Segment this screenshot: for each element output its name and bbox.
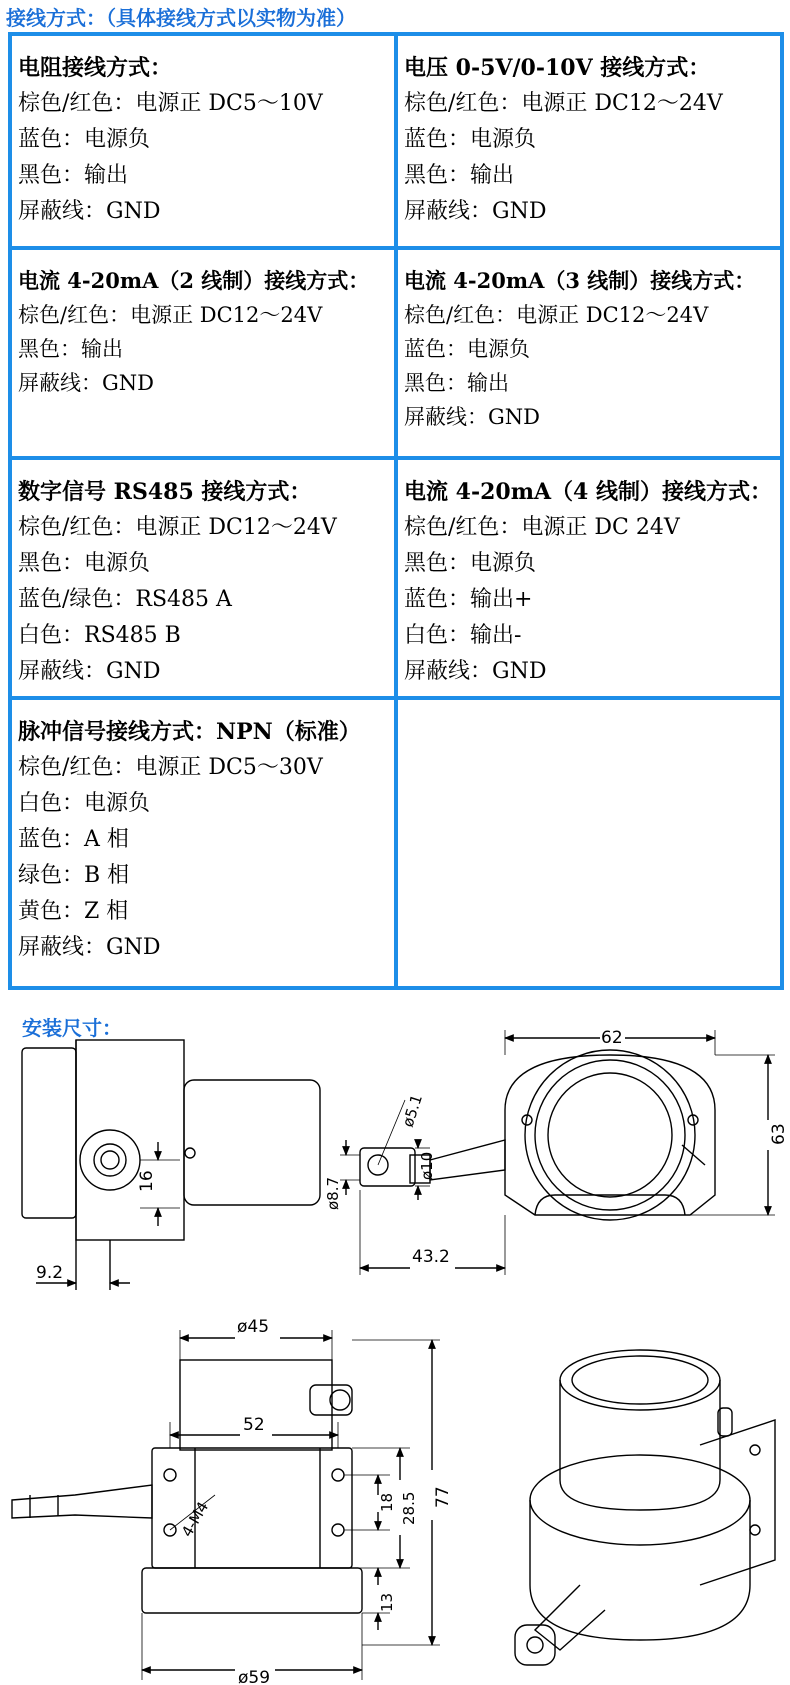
wiring-line: 黑色：电源负 [18,551,151,576]
wiring-line: 蓝色：电源负 [404,337,530,361]
wiring-line: 蓝色：电源负 [404,127,537,152]
wiring-cell-current-3wire [398,250,780,456]
wiring-line: 屏蔽线：GND [18,659,161,684]
dim-label: ø5.1 [398,1092,427,1130]
dim-label: 4-M4 [177,1498,213,1540]
wiring-cell-resistance [12,36,394,246]
isometric-drawing [515,1350,775,1665]
wiring-cell-title: 电流 4-20mA（3 线制）接线方式： [404,268,756,293]
wiring-line: 白色：输出- [404,623,522,648]
wiring-line: 屏蔽线：GND [404,199,547,224]
dim-label: 16 [137,1170,157,1192]
wiring-cell-title: 脉冲信号接线方式：NPN（标准） [18,719,361,745]
wiring-cell-current-2wire [12,250,394,456]
dim-label: ø8.7 [324,1176,342,1210]
wiring-line: 白色：RS485 B [18,623,181,648]
wiring-line: 棕色/红色：电源正 DC12～24V [404,303,709,327]
wiring-line: 屏蔽线：GND [18,371,154,395]
wiring-cell-current-4wire [398,460,780,696]
dim-label: ø10 [418,1151,436,1180]
dim-label: 28.5 [400,1491,418,1525]
wiring-cell-title: 数字信号 RS485 接线方式： [18,479,312,505]
wiring-line: 屏蔽线：GND [404,659,547,684]
dim-label: 43.2 [412,1247,450,1267]
wiring-cell-voltage [398,36,780,246]
wiring-line: 屏蔽线：GND [404,405,540,429]
wiring-cell-title: 电阻接线方式： [18,55,173,81]
wiring-cell-title: 电流 4-20mA（2 线制）接线方式： [18,268,370,293]
wiring-line: 蓝色/绿色：RS485 A [18,587,232,612]
dim-label: 52 [243,1415,265,1435]
wiring-line: 黑色：输出 [18,163,129,188]
wiring-line: 屏蔽线：GND [18,199,161,224]
dim-label: 77 [433,1486,453,1508]
dim-label: 63 [769,1123,789,1145]
wiring-cell-empty [398,700,780,986]
dim-label: 13 [378,1592,396,1612]
wiring-line: 屏蔽线：GND [18,935,161,960]
wiring-cell-title: 电压 0-5V/0-10V 接线方式： [404,55,711,81]
wiring-cell-title: 电流 4-20mA（4 线制）接线方式： [404,479,773,505]
dim-label: 18 [378,1492,396,1512]
dim-label: ø59 [238,1668,271,1685]
wiring-line: 黑色：输出 [18,337,123,361]
dim-label: ø45 [237,1317,270,1337]
dim-label: 62 [601,1028,623,1048]
wiring-line: 蓝色：电源负 [18,127,151,152]
wiring-line: 棕色/红色：电源正 DC12～24V [404,91,723,116]
dim-label: 9.2 [36,1263,64,1283]
wiring-cell-pulse [12,700,394,986]
wiring-line: 蓝色：A 相 [18,827,129,852]
wiring-line: 白色：电源负 [18,791,151,816]
wiring-section-title: 接线方式：（具体接线方式以实物为准） [6,6,356,30]
wiring-cell-rs485 [12,460,394,696]
wiring-line: 棕色/红色：电源正 DC12～24V [18,515,337,540]
side-view-drawing [22,1040,320,1290]
front-view-drawing [340,1030,775,1275]
wiring-line: 黑色：输出 [404,163,515,188]
wiring-line: 黑色：输出 [404,371,509,395]
install-section-title: 安装尺寸： [22,1016,122,1040]
wiring-line: 棕色/红色：电源正 DC12～24V [18,303,323,327]
wiring-line: 黄色：Z 相 [18,899,129,924]
wiring-line: 棕色/红色：电源正 DC 24V [404,515,680,540]
wiring-line: 黑色：电源负 [404,551,537,576]
wiring-line: 棕色/红色：电源正 DC5～30V [18,755,323,780]
wiring-line: 棕色/红色：电源正 DC5～10V [18,91,323,116]
wiring-line: 蓝色：输出+ [404,587,533,612]
wiring-line: 绿色：B 相 [18,863,130,888]
top-view-drawing [12,1330,440,1680]
wiring-table [8,32,784,990]
